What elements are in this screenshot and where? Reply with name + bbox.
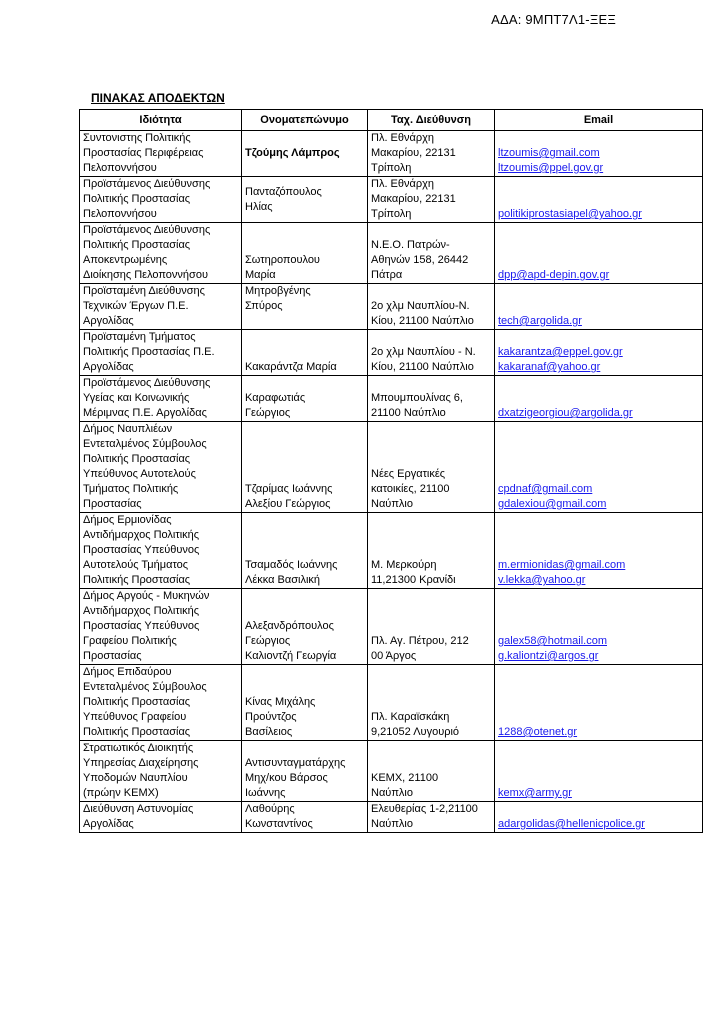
role-cell: Προϊσταμένη Τμήματος Πολιτικής Προστασίας Π.Ε. Αργολίδας xyxy=(80,330,242,376)
email-link[interactable]: v.lekka@yahoo.gr xyxy=(498,574,586,586)
email-link[interactable]: dpp@apd-depin.gov.gr xyxy=(498,269,610,281)
address-cell: Πλ. Εθνάρχη Μακαρίου, 22131 Τρίπολη xyxy=(368,177,495,223)
role-cell: Δήμος Αργούς - Μυκηνών Αντιδήμαρχος Πολιτικής Προστασίας Υπεύθυνος Γραφείου Πολιτικής Προστασίας xyxy=(80,589,242,665)
role-cell: Προϊστάμενος Διεύθυνσης Πολιτικής Προστασίας Αποκεντρωμένης Διοίκησης Πελοποννήσου xyxy=(80,223,242,284)
address-cell: Νέες Εργατικές κατοικίες, 21100 Ναύπλιο xyxy=(368,422,495,513)
role-cell: Προϊστάμενος Διεύθυνσης Υγείας και Κοινωνικής Μέριμνας Π.Ε. Αργολίδας xyxy=(80,376,242,422)
email-cell xyxy=(495,131,703,177)
name-cell: Τζαρίμας Ιωάννης Αλεξίου Γεώργιος xyxy=(242,422,368,513)
table-row xyxy=(80,131,703,177)
email-cell xyxy=(495,589,703,665)
address-cell: Πλ. Εθνάρχη Μακαρίου, 22131 Τρίπολη xyxy=(368,131,495,177)
role-cell: Δήμος Ναυπλιέων Εντεταλμένος Σύμβουλος Πολιτικής Προστασίας Υπεύθυνος Αυτοτελούς Τμήματος Πολιτικής Προστασίας xyxy=(80,422,242,513)
table-row xyxy=(80,177,703,223)
table-header-row xyxy=(80,110,703,131)
name-cell: Μητροβγένης Σπύρος xyxy=(242,284,368,330)
email-link[interactable]: galex58@hotmail.com xyxy=(498,635,607,647)
name-cell: Αντισυνταγματάρχης Μηχ/κου Βάρσος Ιωάννης xyxy=(242,741,368,802)
email-cell xyxy=(495,284,703,330)
address-cell: Ν.Ε.Ο. Πατρών- Αθηνών 158, 26442 Πάτρα xyxy=(368,223,495,284)
email-cell xyxy=(495,223,703,284)
column-header-role: Ιδιότητα xyxy=(80,110,242,131)
email-link[interactable]: dxatzigeorgiou@argolida.gr xyxy=(498,407,633,419)
table-row xyxy=(80,513,703,589)
email-link[interactable]: kakarantza@eppel.gov.gr xyxy=(498,346,623,358)
name-cell: Κίνας Μιχάλης Προύντζος Βασίλειος xyxy=(242,665,368,741)
role-cell: Δήμος Ερμιονίδας Αντιδήμαρχος Πολιτικής Προστασίας Υπεύθυνος Αυτοτελούς Τμήματος Πολιτικής Προστασίας xyxy=(80,513,242,589)
table-row xyxy=(80,741,703,802)
email-link[interactable]: kemx@army.gr xyxy=(498,787,572,799)
table-row xyxy=(80,284,703,330)
name-cell: Κακαράντζα Μαρία xyxy=(242,330,368,376)
address-cell: Πλ. Αγ. Πέτρου, 212 00 Άργος xyxy=(368,589,495,665)
table-row xyxy=(80,665,703,741)
address-cell: Ελευθερίας 1-2,21100 Ναύπλιο xyxy=(368,802,495,833)
table-row xyxy=(80,422,703,513)
email-link[interactable]: m.ermionidas@gmail.com xyxy=(498,559,626,571)
role-cell: Προϊσταμένη Διεύθυνσης Τεχνικών Έργων Π.Ε. Αργολίδας xyxy=(80,284,242,330)
name-cell: Λαθούρης Κωνσταντίνος xyxy=(242,802,368,833)
address-cell: 2ο χλμ Ναυπλίου-Ν. Κίου, 21100 Ναύπλιο xyxy=(368,284,495,330)
table-row xyxy=(80,589,703,665)
email-cell xyxy=(495,665,703,741)
recipients-table xyxy=(79,109,703,833)
email-link[interactable]: tech@argolida.gr xyxy=(498,315,582,327)
email-link[interactable]: kakaranaf@yahoo.gr xyxy=(498,361,601,373)
email-link[interactable]: adargolidas@hellenicpolice.gr xyxy=(498,818,645,830)
name-cell: Καραφωτιάς Γεώργιος xyxy=(242,376,368,422)
name-cell: Σωτηροπουλου Μαρία xyxy=(242,223,368,284)
name-cell: Αλεξανδρόπουλος Γεώργιος Καλιοντζή Γεωργία xyxy=(242,589,368,665)
email-cell xyxy=(495,177,703,223)
page-title: ΠΙΝΑΚΑΣ ΑΠΟΔΕΚΤΩΝ xyxy=(91,91,225,105)
email-cell xyxy=(495,741,703,802)
email-link[interactable]: cpdnaf@gmail.com xyxy=(498,483,593,495)
role-cell: Διεύθυνση Αστυνομίας Αργολίδας xyxy=(80,802,242,833)
email-link[interactable]: g.kaliontzi@argos.gr xyxy=(498,650,599,662)
ada-code: ΑΔΑ: 9ΜΠΤ7Λ1-ΞΕΞ xyxy=(491,12,616,27)
address-cell: Πλ. Καραϊσκάκη 9,21052 Λυγουριό xyxy=(368,665,495,741)
column-header-address: Ταχ. Διεύθυνση xyxy=(368,110,495,131)
name-cell: Τσαμαδός Ιωάννης Λέκκα Βασιλική xyxy=(242,513,368,589)
address-cell: Μ. Μερκούρη 11,21300 Κρανίδι xyxy=(368,513,495,589)
email-link[interactable]: gdalexiou@gmail.com xyxy=(498,498,607,510)
email-cell xyxy=(495,802,703,833)
role-cell: Συντονιστης Πολιτικής Προστασίας Περιφέρειας Πελοποννήσου xyxy=(80,131,242,177)
table-row xyxy=(80,330,703,376)
email-cell xyxy=(495,330,703,376)
table-row xyxy=(80,376,703,422)
email-link[interactable]: 1288@otenet.gr xyxy=(498,726,578,738)
role-cell: Προϊστάμενος Διεύθυνσης Πολιτικής Προστασίας Πελοποννήσου xyxy=(80,177,242,223)
email-link[interactable]: ltzoumis@gmail.com xyxy=(498,147,600,159)
email-cell xyxy=(495,422,703,513)
email-cell xyxy=(495,376,703,422)
table-row xyxy=(80,223,703,284)
role-cell: Δήμος Επιδαύρου Εντεταλμένος Σύμβουλος Πολιτικής Προστασίας Υπεύθυνος Γραφείου Πολιτικής Προστασίας xyxy=(80,665,242,741)
address-cell: 2ο χλμ Ναυπλίου - Ν. Κίου, 21100 Ναύπλιο xyxy=(368,330,495,376)
address-cell: ΚΕΜΧ, 21100 Ναύπλιο xyxy=(368,741,495,802)
name-cell: Τζούμης Λάμπρος xyxy=(242,131,368,177)
email-cell xyxy=(495,513,703,589)
name-cell: Πανταζόπουλος Ηλίας xyxy=(242,177,368,223)
email-link[interactable]: politikiprostasiapel@yahoo.gr xyxy=(498,208,642,220)
address-cell: Μπουμπουλίνας 6, 21100 Ναύπλιο xyxy=(368,376,495,422)
role-cell: Στρατιωτικός Διοικητής Υπηρεσίας Διαχείρησης Υποδομών Ναυπλίου (πρώην ΚΕΜΧ) xyxy=(80,741,242,802)
table-row xyxy=(80,802,703,833)
column-header-name: Ονοματεπώνυμο xyxy=(242,110,368,131)
email-link[interactable]: ltzoumis@ppel.gov.gr xyxy=(498,162,604,174)
column-header-email: Email xyxy=(495,110,703,131)
